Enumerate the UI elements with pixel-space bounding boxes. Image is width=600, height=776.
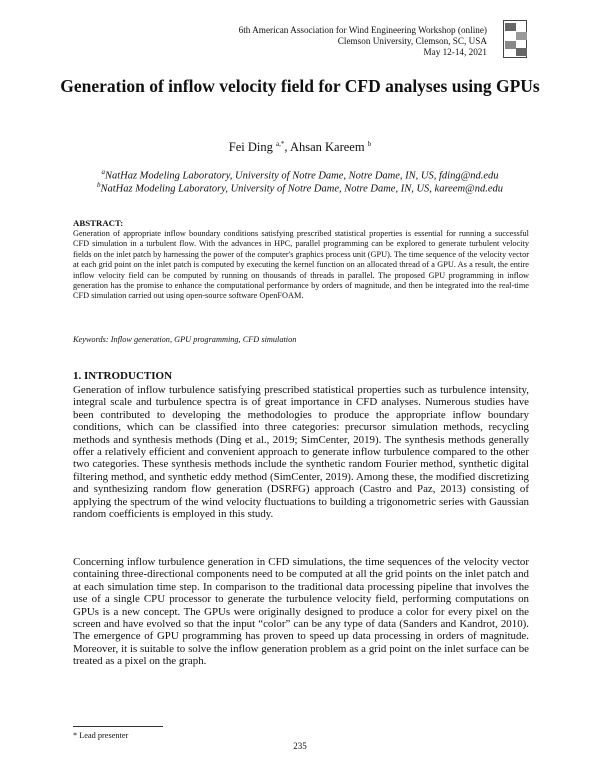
affiliation-a-sup: a (101, 168, 105, 176)
author-1-superscript: a,* (276, 140, 285, 148)
abstract-text: Generation of appropriate inflow boundary conditions satisfying prescribed statistical properties is essential for running a successful CFD simulation in a turbulent flow. With the advances in HPC, parallel programming can be explored to generate turbulent velocity fields on the inlet patch by harnessing the power of the computer's graphics process unit (GPU). The time sequence of the velocity vector at each grid point on the inlet patch is computed by executing the kernel function on an allocated thread of a GPU. As a result, the entire inflow velocity field can be computed by running on thousands of threads in parallel. The proposed GPU programming in inflow generation has the promise to enhance the computational performance by orders of magnitude, and then be integrated into the real-time CFD simulation carried out using open-source software OpenFOAM. (73, 229, 529, 301)
intro-paragraph-1: Generation of inflow turbulence satisfying prescribed statistical properties such as turbulence intensity, integral scale and turbulence spectra is of great importance in CFD analyses. Numerous studies have been contributed to developing the methodologies to produce the appropriate inflow boundary conditions, which can be classified into three categories: precursor simulation methods, recycling methods and synthesis methods (Ding et al., 2019; SimCenter, 2019). The synthesis methods generally offer a relatively efficient and convenient approach to generate inflow turbulence compared to the other two categories. These synthesis methods include the synthetic random Fourier method, synthetic digital filtering method, and synthetic eddy method (SimCenter, 2019). Among these, the modified discretizing and synthesizing random flow generation (DSRFG) approach (Castro and Paz, 2013) consisting of applying the spectrum of the wind velocity fluctuations to building a trigonometric series with Gaussian random coefficients is employed in this study. (73, 384, 529, 521)
author-2-superscript: b (367, 140, 372, 148)
affiliation-b (60, 179, 540, 196)
affiliation-a-text: NatHaz Modeling Laboratory, University of Notre Dame, Notre Dame, IN, US, fding@nd.edu (104, 170, 499, 182)
header-line-1: 6th American Association for Wind Engineering Workshop (online) (238, 25, 487, 35)
paper-title: Generation of inflow velocity field for CFD analyses using GPUs (60, 76, 540, 96)
page-number: 235 (293, 741, 307, 751)
intro-paragraph-2: Concerning inflow turbulence generation in CFD simulations, the time sequences of the velocity vector containing three-directional components need to be computed at all the grid points on the inlet patch and at each simulation time step. In comparison to the traditional data processing pipeline that involves the use of a single CPU processor to generate the turbulence velocity field, performing computations on GPUs is a new concept. The GPUs were originally designed to produce a color for every pixel on the screen and have evolved so that the input “color” can be any type of data (Sanders and Kandrot, 2010). The emergence of GPU programming has proven to speed up data processing in orders of magnitude. Moreover, it is suitable to solve the inflow generation problem as a grid point on the inlet surface can be treated as a pixel on the graph. (73, 556, 529, 668)
conference-header (239, 25, 487, 58)
section-heading-introduction: 1. INTRODUCTION (73, 370, 173, 382)
author-separator: , (284, 140, 290, 155)
aawe-logo (503, 20, 527, 58)
header-line-2: Clemson University, Clemson, SC, USA (337, 36, 487, 46)
footnote-rule (73, 726, 163, 727)
abstract-heading: ABSTRACT: (73, 218, 124, 228)
author-1: Fei Ding (228, 140, 273, 155)
footnote: * Lead presenter (73, 731, 129, 740)
author-line (0, 140, 600, 155)
affiliation-b-text: NatHaz Modeling Laboratory, University of Notre Dame, Notre Dame, IN, US, kareem@nd.edu (100, 183, 503, 195)
author-2: Ahsan Kareem (289, 140, 365, 155)
affiliation-b-sup: b (97, 181, 101, 189)
header-line-3: May 12-14, 2021 (423, 47, 487, 57)
keywords: Keywords: Inflow generation, GPU programming, CFD simulation (73, 335, 297, 344)
